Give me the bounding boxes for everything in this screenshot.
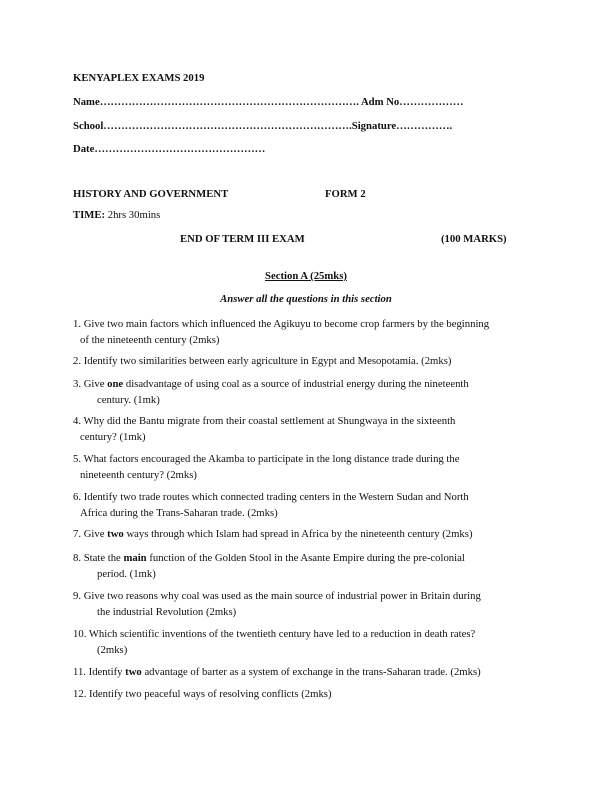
- question-text: of the nineteenth century (2mks): [80, 334, 220, 346]
- question-line: [73, 377, 469, 391]
- question-text: advantage of barter as a system of exchange in the trans-Saharan trade. (2mks): [141, 666, 481, 678]
- question-line: [73, 527, 473, 541]
- question-text: nineteenth century? (2mks): [80, 469, 197, 481]
- form-label: FORM 2: [325, 188, 366, 200]
- question-line: [73, 354, 451, 368]
- question-text: (2mks): [97, 644, 128, 656]
- question-line: [97, 643, 127, 657]
- question-text: 5. What factors encouraged the Akamba to participate in the long distance trade during the: [73, 453, 460, 465]
- question-text: period. (1mk): [97, 568, 156, 580]
- question-line: [80, 468, 197, 482]
- question-text: century. (1mk): [97, 394, 160, 406]
- question-text: 3. Give: [73, 378, 108, 390]
- question-text: disadvantage of using coal as a source of industrial energy during the nineteenth: [123, 378, 469, 390]
- emphasis-text: two: [125, 666, 142, 678]
- question-text: century? (1mk): [80, 431, 146, 443]
- question-line: [73, 589, 481, 603]
- section-instruction: Answer all the questions in this section: [220, 293, 392, 305]
- time-label: TIME:: [73, 209, 106, 221]
- emphasis-text: one: [107, 378, 124, 390]
- question-text: 2. Identify two similarities between early agriculture in Egypt and Mesopotamia. (2mks): [73, 355, 452, 367]
- time-line: [73, 208, 160, 222]
- question-line: [73, 490, 469, 504]
- question-line: [97, 393, 160, 407]
- question-line: [73, 317, 489, 331]
- exam-name: END OF TERM III EXAM: [180, 233, 305, 245]
- question-line: [97, 605, 236, 619]
- question-line: [97, 567, 156, 581]
- question-line: [73, 551, 465, 565]
- question-line: [80, 506, 278, 520]
- question-text: 7. Give: [73, 528, 108, 540]
- question-line: [73, 627, 475, 641]
- date-field: Date…………………………………………: [73, 143, 266, 155]
- question-line: [80, 333, 220, 347]
- question-line: [73, 452, 460, 466]
- question-line: [73, 665, 481, 679]
- question-text: 4. Why did the Bantu migrate from their coastal settlement at Shungwaya in the sixteenth: [73, 415, 456, 427]
- question-text: 12. Identify two peaceful ways of resolving conflicts (2mks): [73, 688, 332, 700]
- time-value: 2hrs 30mins: [105, 209, 161, 221]
- question-text: 1. Give two main factors which influenced the Agikuyu to become crop farmers by the beginning: [73, 318, 490, 330]
- question-text: 11. Identify: [73, 666, 126, 678]
- question-text: Africa during the Trans-Saharan trade. (2mks): [80, 507, 278, 519]
- question-text: 10. Which scientific inventions of the twentieth century have led to a reduction in death rates?: [73, 628, 476, 640]
- question-text: function of the Golden Stool in the Asante Empire during the pre-colonial: [146, 552, 465, 564]
- question-text: 9. Give two reasons why coal was used as the main source of industrial power in Britain during: [73, 590, 481, 602]
- question-text: 6. Identify two trade routes which connected trading centers in the Western Sudan and North: [73, 491, 469, 503]
- question-line: [73, 687, 332, 701]
- section-title: Section A (25mks): [265, 270, 347, 282]
- question-text: the industrial Revolution (2mks): [97, 606, 237, 618]
- total-marks: (100 MARKS): [441, 233, 507, 245]
- emphasis-text: two: [107, 528, 124, 540]
- name-field: Name………………………………………………………………. Adm No………………: [73, 96, 464, 108]
- question-text: 8. State the: [73, 552, 124, 564]
- question-line: [80, 430, 146, 444]
- subject-title: HISTORY AND GOVERNMENT: [73, 188, 229, 200]
- emphasis-text: main: [123, 552, 147, 564]
- question-line: [73, 414, 455, 428]
- exam-title: KENYAPLEX EXAMS 2019: [73, 72, 205, 84]
- school-field: School…………………………………………………………….Signature…………….: [73, 120, 453, 132]
- question-text: ways through which Islam had spread in Africa by the nineteenth century (2mks): [123, 528, 473, 540]
